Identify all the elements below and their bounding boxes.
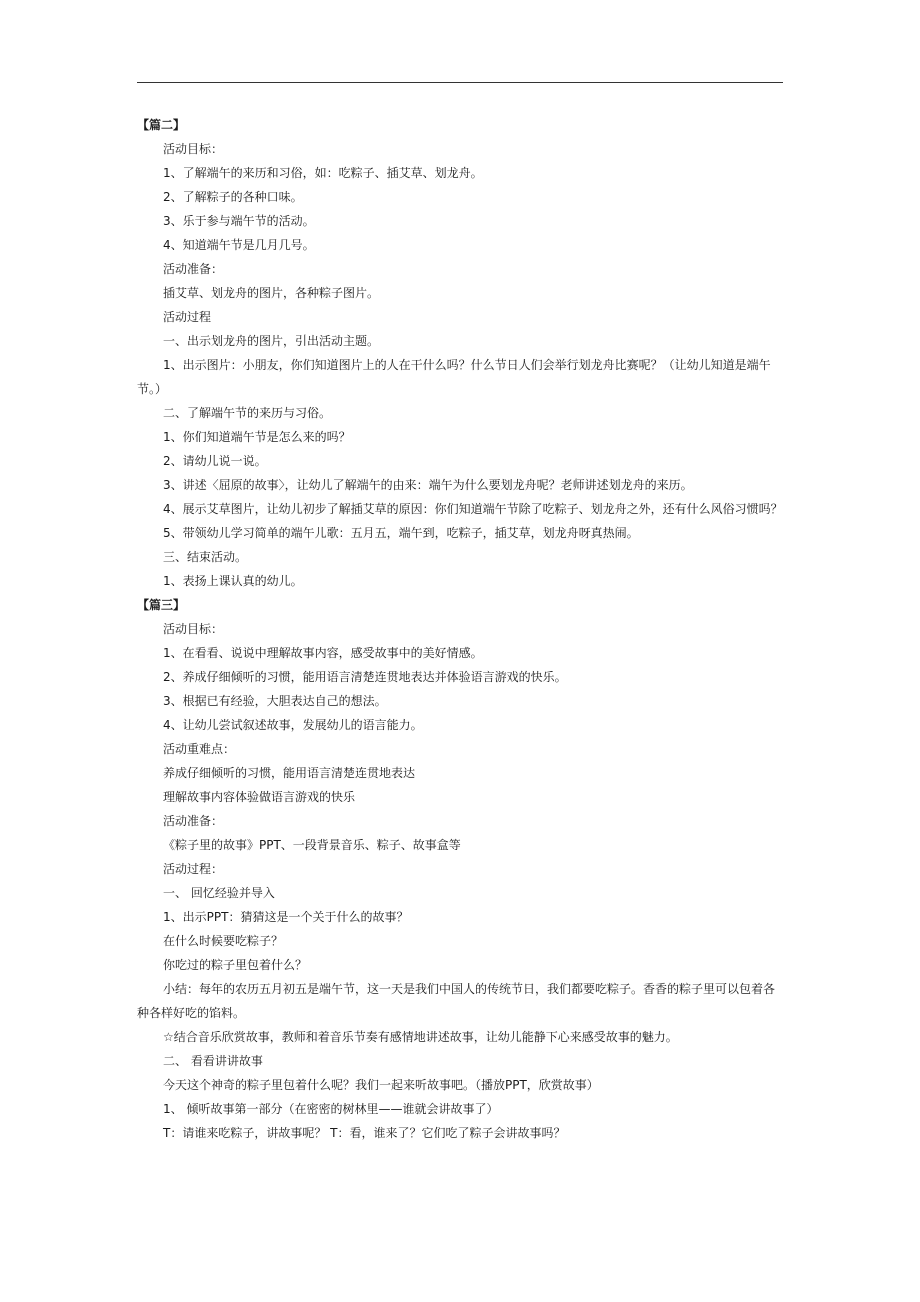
paragraph: T：请谁来吃粽子，讲故事呢？ T：看，谁来了？它们吃了粽子会讲故事吗？ <box>163 1126 566 1140</box>
paragraph: 二、 看看讲讲故事 <box>163 1054 263 1068</box>
paragraph: 你吃过的粽子里包着什么？ <box>163 958 308 972</box>
paragraph: 1、你们知道端午节是怎么来的吗？ <box>163 430 351 444</box>
paragraph: 活动准备： <box>163 814 224 828</box>
paragraph: 1、出示PPT：猜猜这是一个关于什么的故事？ <box>163 910 409 924</box>
paragraph: ☆结合音乐欣赏故事，教师和着音乐节奏有感情地讲述故事，让幼儿能静下心来感受故事的魅力。 <box>163 1030 678 1044</box>
section-heading: 【篇二】 <box>137 118 186 132</box>
paragraph: 活动目标： <box>163 622 224 636</box>
section-heading: 【篇三】 <box>137 598 186 612</box>
paragraph: 理解故事内容体验做语言游戏的快乐 <box>163 790 356 804</box>
header-rule <box>137 82 783 83</box>
paragraph: 一、 回忆经验并导入 <box>163 886 275 900</box>
paragraph: 一、出示划龙舟的图片，引出活动主题。 <box>163 334 380 348</box>
paragraph: 3、讲述〈屈原的故事〉，让幼儿了解端午的由来：端午为什么要划龙舟呢？老师讲述划龙舟的来历。 <box>163 478 693 492</box>
paragraph: 《粽子里的故事》PPT、一段背景音乐、粽子、故事盒等 <box>163 838 461 852</box>
paragraph: 3、根据已有经验，大胆表达自己的想法。 <box>163 694 387 708</box>
paragraph: 今天这个神奇的粽子里包着什么呢？我们一起来听故事吧。（播放PPT，欣赏故事） <box>163 1078 599 1092</box>
paragraph: 5、带领幼儿学习简单的端午儿歌：五月五，端午到，吃粽子，插艾草，划龙舟呀真热闹。 <box>163 526 639 540</box>
document-body <box>137 113 783 1145</box>
paragraph: 1、在看看、说说中理解故事内容，感受故事中的美好情感。 <box>163 646 483 660</box>
paragraph: 小结：每年的农历五月初五是端午节，这一天是我们中国人的传统节日，我们都要吃粽子。香香的粽子里可以包着各种各样好吃的馅料。 <box>137 982 776 1020</box>
paragraph: 2、请幼儿说一说。 <box>163 454 267 468</box>
paragraph: 三、结束活动。 <box>163 550 248 564</box>
paragraph: 插艾草、划龙舟的图片，各种粽子图片。 <box>163 286 380 300</box>
paragraph: 活动过程 <box>163 310 212 324</box>
paragraph: 活动准备： <box>163 262 224 276</box>
paragraph: 二、了解端午节的来历与习俗。 <box>163 406 332 420</box>
paragraph: 1、出示图片：小朋友，你们知道图片上的人在干什么吗？什么节日人们会举行划龙舟比赛呢？（让幼儿知道是端午节。） <box>137 358 771 396</box>
paragraph: 活动重难点： <box>163 742 236 756</box>
paragraph: 1、 倾听故事第一部分（在密密的树林里——谁就会讲故事了） <box>163 1102 499 1116</box>
paragraph: 1、了解端午的来历和习俗，如：吃粽子、插艾草、划龙舟。 <box>163 166 483 180</box>
paragraph: 活动目标： <box>163 142 224 156</box>
paragraph: 活动过程： <box>163 862 224 876</box>
paragraph: 1、表扬上课认真的幼儿。 <box>163 574 303 588</box>
paragraph: 2、养成仔细倾听的习惯，能用语言清楚连贯地表达并体验语言游戏的快乐。 <box>163 670 567 684</box>
paragraph: 养成仔细倾听的习惯，能用语言清楚连贯地表达 <box>163 766 416 780</box>
paragraph: 4、让幼儿尝试叙述故事，发展幼儿的语言能力。 <box>163 718 423 732</box>
paragraph: 4、知道端午节是几月几号。 <box>163 238 315 252</box>
paragraph: 4、展示艾草图片，让幼儿初步了解插艾草的原因：你们知道端午节除了吃粽子、划龙舟之外，还有什么风俗习惯吗？ <box>163 502 783 516</box>
paragraph: 在什么时候要吃粽子？ <box>163 934 284 948</box>
paragraph: 3、乐于参与端午节的活动。 <box>163 214 315 228</box>
paragraph: 2、了解粽子的各种口味。 <box>163 190 303 204</box>
